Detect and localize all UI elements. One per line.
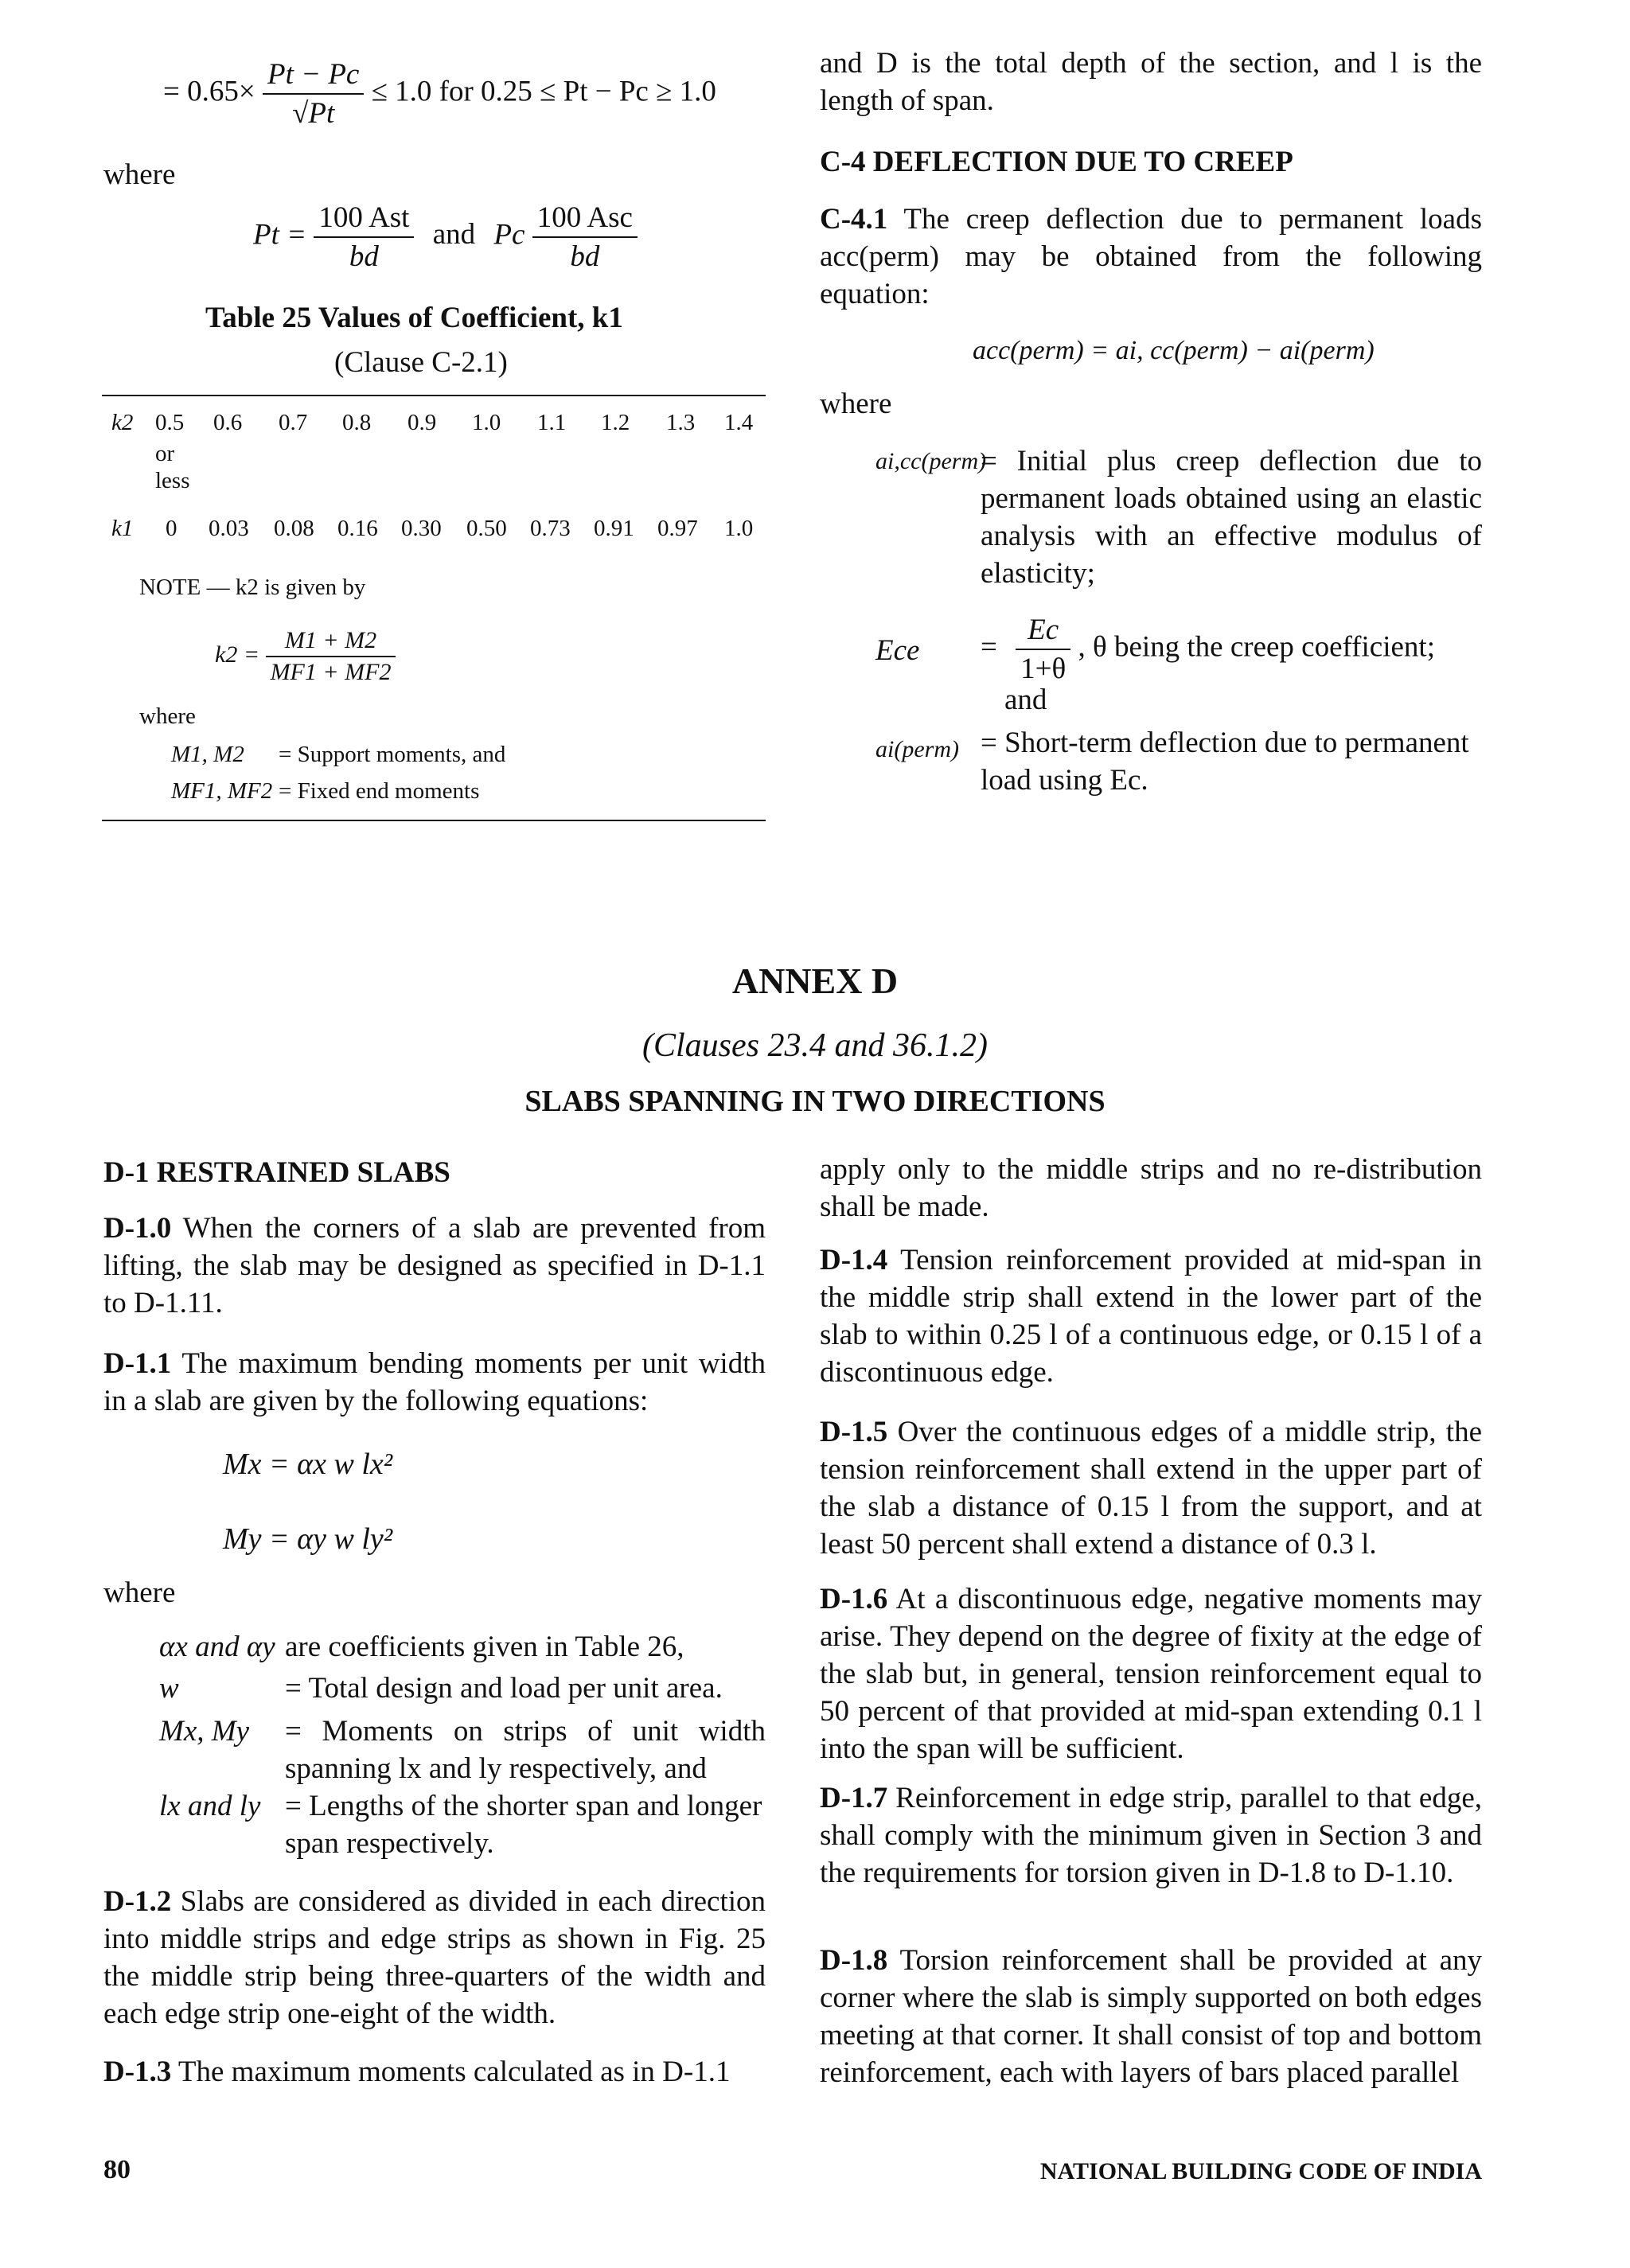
- k1-val-5: 0.50: [466, 516, 507, 541]
- c41-text: The creep deflection due to permanent loads acc(perm) may be obtained from the following equation:: [820, 203, 1482, 310]
- def-ece-numerator: Ec: [1016, 611, 1070, 650]
- left-where: where: [103, 1576, 176, 1609]
- c41-paragraph: [820, 201, 1482, 313]
- d17-paragraph: [820, 1779, 1482, 1892]
- d14-text: Tension reinforcement provided at mid-span in the middle strip shall extend in the lower part of the slab to within 0.25 l of a continuous edge, or 0.15 l of a discontinuous edge.: [820, 1244, 1482, 1389]
- k1-val-0: 0: [166, 516, 177, 541]
- pc-lhs: Pc: [493, 218, 525, 251]
- d18-text: Torsion reinforcement shall be provided at any corner where the slab is simply supported on both edges meeting at that corner. It shall consist of top and bottom reinforcement, each with layers of bars placed parallel: [820, 1944, 1482, 2089]
- def-aiperm-sym: ai(perm): [875, 736, 959, 762]
- k1-val-8: 0.97: [657, 516, 698, 541]
- def-ece-eq: =: [981, 630, 997, 664]
- k1-val-4: 0.30: [401, 516, 442, 541]
- table25-def1-sym: M1, M2: [171, 742, 244, 767]
- table25-def2-text: = Fixed end moments: [279, 778, 480, 804]
- eq1-numerator: Pt − Pc: [263, 56, 364, 95]
- creep-equation: acc(perm) = ai, cc(perm) − ai(perm): [973, 336, 1375, 365]
- d12-text: Slabs are considered as divided in each direction into middle strips and edge strips as shown in Fig. 25 the middle strip being three-quarters of the width and each edge strip one-eight of the width.: [103, 1885, 766, 2030]
- k2-val-7: 1.2: [601, 410, 630, 435]
- k2-val-1: 0.6: [213, 410, 243, 435]
- eq1-condition: ≤ 1.0 for 0.25 ≤ Pt − Pc ≥ 1.0: [371, 75, 716, 108]
- k1-val-7: 0.91: [594, 516, 634, 541]
- annex-title: ANNEX D: [731, 961, 899, 1001]
- def-alpha-sym: αx and αy: [159, 1631, 275, 1663]
- d10-paragraph: [103, 1210, 766, 1322]
- def-aicc-sym: ai,cc(perm): [875, 448, 987, 474]
- k1-val-3: 0.16: [337, 516, 378, 541]
- eq1-coef: = 0.65×: [163, 75, 255, 108]
- c41-number: C-4.1: [820, 203, 888, 236]
- eq1-fraction: [263, 56, 364, 132]
- table25-where: where: [139, 703, 196, 729]
- table25-top-rule: [102, 395, 766, 396]
- d15-text: Over the continuous edges of a middle strip, the tension reinforcement shall extend in the upper part of the slab a distance of 0.15 l from the support, and at least 50 percent shall extend a distance of 0.3 l.: [820, 1416, 1482, 1561]
- def-ece-sym: Ece: [875, 634, 920, 667]
- d13-continuation: apply only to the middle strips and no re-distribution shall be made.: [820, 1153, 1482, 1223]
- d16-paragraph: [820, 1580, 1482, 1767]
- table25-note: NOTE — k2 is given by: [139, 575, 366, 600]
- eq-pt-pc: [253, 199, 638, 275]
- d12-paragraph: [103, 1883, 766, 2032]
- pc-denominator: bd: [570, 240, 600, 273]
- d13-text: The maximum moments calculated as in D-1.1: [177, 2056, 731, 2088]
- c4-heading: C-4 DEFLECTION DUE TO CREEP: [820, 146, 1293, 178]
- def-ece-text: , θ being the creep coefficient;: [1078, 630, 1435, 664]
- pt-lhs: Pt =: [253, 218, 307, 251]
- k2-val-4: 0.9: [408, 410, 437, 435]
- def-lxly-text: = Lengths of the shorter span and longer span respectively.: [285, 1790, 762, 1860]
- def-lxly-sym: lx and ly: [159, 1790, 261, 1822]
- def-ece-fraction: [1016, 611, 1070, 688]
- annex-clauses: (Clauses 23.4 and 36.1.2): [642, 1027, 988, 1064]
- pc-numerator: 100 Asc: [532, 199, 638, 238]
- k1-val-6: 0.73: [530, 516, 571, 541]
- k2-label: k2: [111, 410, 134, 435]
- eq-steel-ratio: [163, 56, 716, 132]
- table25-clause: (Clause C-2.1): [334, 346, 508, 379]
- def-w-sym: w: [159, 1672, 179, 1705]
- d16-number: D-1.6: [820, 1583, 888, 1615]
- d12-number: D-1.2: [103, 1885, 172, 1918]
- d15-number: D-1.5: [820, 1416, 888, 1448]
- def-alpha-text: are coefficients given in Table 26,: [285, 1631, 684, 1663]
- d16-text: At a discontinuous edge, negative moments may arise. They depend on the degree of fixity at the edge of the slab but, in general, tension reinforcement equal to 50 percent of that provided at mid-span extending 0.1 l into the span will be sufficient.: [820, 1583, 1482, 1765]
- d11-number: D-1.1: [103, 1347, 172, 1380]
- k2-val-0-sub: or less: [155, 441, 190, 493]
- eq-my: My = αy w ly²: [223, 1522, 393, 1556]
- publication-title: NATIONAL BUILDING CODE OF INDIA: [1039, 2158, 1482, 2184]
- k2-val-6: 1.1: [537, 410, 567, 435]
- pt-fraction: [314, 199, 414, 275]
- table25-row-k2: [111, 410, 133, 436]
- right-top-para: and D is the total depth of the section, and l is the length of span.: [820, 47, 1482, 117]
- where-label-1: where: [103, 158, 176, 191]
- pc-fraction: [532, 199, 638, 275]
- table25-title: Table 25 Values of Coefficient, k1: [205, 302, 623, 334]
- d15-paragraph: [820, 1413, 1482, 1563]
- eq-mx: Mx = αx w lx²: [223, 1448, 393, 1481]
- def-mxmy-sym: Mx, My: [159, 1715, 249, 1748]
- note-eq-lhs: k2 =: [215, 641, 260, 668]
- d17-text: Reinforcement in edge strip, parallel to that edge, shall comply with the minimum given in Section 3 and the requirements for torsion given in D-1.8 to D-1.10.: [820, 1782, 1483, 1889]
- k2-val-3: 0.8: [342, 410, 372, 435]
- table25-def2-sym: MF1, MF2: [171, 778, 273, 804]
- d10-text: When the corners of a slab are prevented from lifting, the slab may be designed as specified in D-1.1 to D-1.11.: [103, 1212, 766, 1319]
- def-aicc-text: = Initial plus creep deflection due to permanent loads obtained using an elastic analysis with an effective modulus of elasticity;: [981, 445, 1482, 590]
- d13-paragraph: [103, 2053, 766, 2091]
- and-word: and: [432, 218, 476, 251]
- right-where: where: [820, 388, 892, 420]
- k1-val-2: 0.08: [274, 516, 314, 541]
- note-eq-fraction: [266, 625, 396, 688]
- def-w-text: = Total design and load per unit area.: [285, 1672, 723, 1705]
- k1-val-9: 1.0: [724, 516, 754, 541]
- d17-number: D-1.7: [820, 1782, 888, 1814]
- annex-subtitle: SLABS SPANNING IN TWO DIRECTIONS: [524, 1085, 1106, 1118]
- page-number: 80: [103, 2155, 131, 2184]
- pt-denominator: bd: [349, 240, 379, 273]
- k1-val-1: 0.03: [209, 516, 249, 541]
- def-ece-row: [981, 611, 1435, 688]
- k2-val-9: 1.4: [724, 410, 754, 435]
- table25-bottom-rule: [102, 820, 766, 821]
- d14-number: D-1.4: [820, 1244, 888, 1276]
- def-mxmy-text: = Moments on strips of unit width spanning lx and ly respectively, and: [285, 1715, 766, 1785]
- d14-paragraph: [820, 1241, 1482, 1391]
- d1-heading: D-1 RESTRAINED SLABS: [103, 1156, 450, 1189]
- d18-number: D-1.8: [820, 1944, 888, 1977]
- note-eq-denominator: MF1 + MF2: [270, 659, 392, 685]
- k2-val-0: 0.5: [155, 410, 185, 435]
- d18-paragraph: [820, 1942, 1482, 2091]
- pt-numerator: 100 Ast: [314, 199, 414, 238]
- note-equation: [215, 625, 396, 688]
- d11-paragraph: [103, 1345, 766, 1420]
- d10-number: D-1.0: [103, 1212, 172, 1245]
- eq1-denominator: √Pt: [292, 97, 335, 130]
- def-ece-and: and: [1004, 684, 1047, 716]
- k2-val-5: 1.0: [472, 410, 501, 435]
- d13-number: D-1.3: [103, 2056, 172, 2088]
- def-aiperm-text: = Short-term deflection due to permanent load using Ec.: [981, 727, 1469, 797]
- table25-def1-text: = Support moments, and: [279, 742, 506, 767]
- k2-val-2: 0.7: [279, 410, 308, 435]
- k2-val-8: 1.3: [666, 410, 696, 435]
- d11-text: The maximum bending moments per unit width in a slab are given by the following equations:: [103, 1347, 766, 1417]
- k1-label: k1: [111, 516, 134, 541]
- note-eq-numerator: M1 + M2: [266, 625, 396, 657]
- def-ece-denominator: 1+θ: [1020, 653, 1067, 685]
